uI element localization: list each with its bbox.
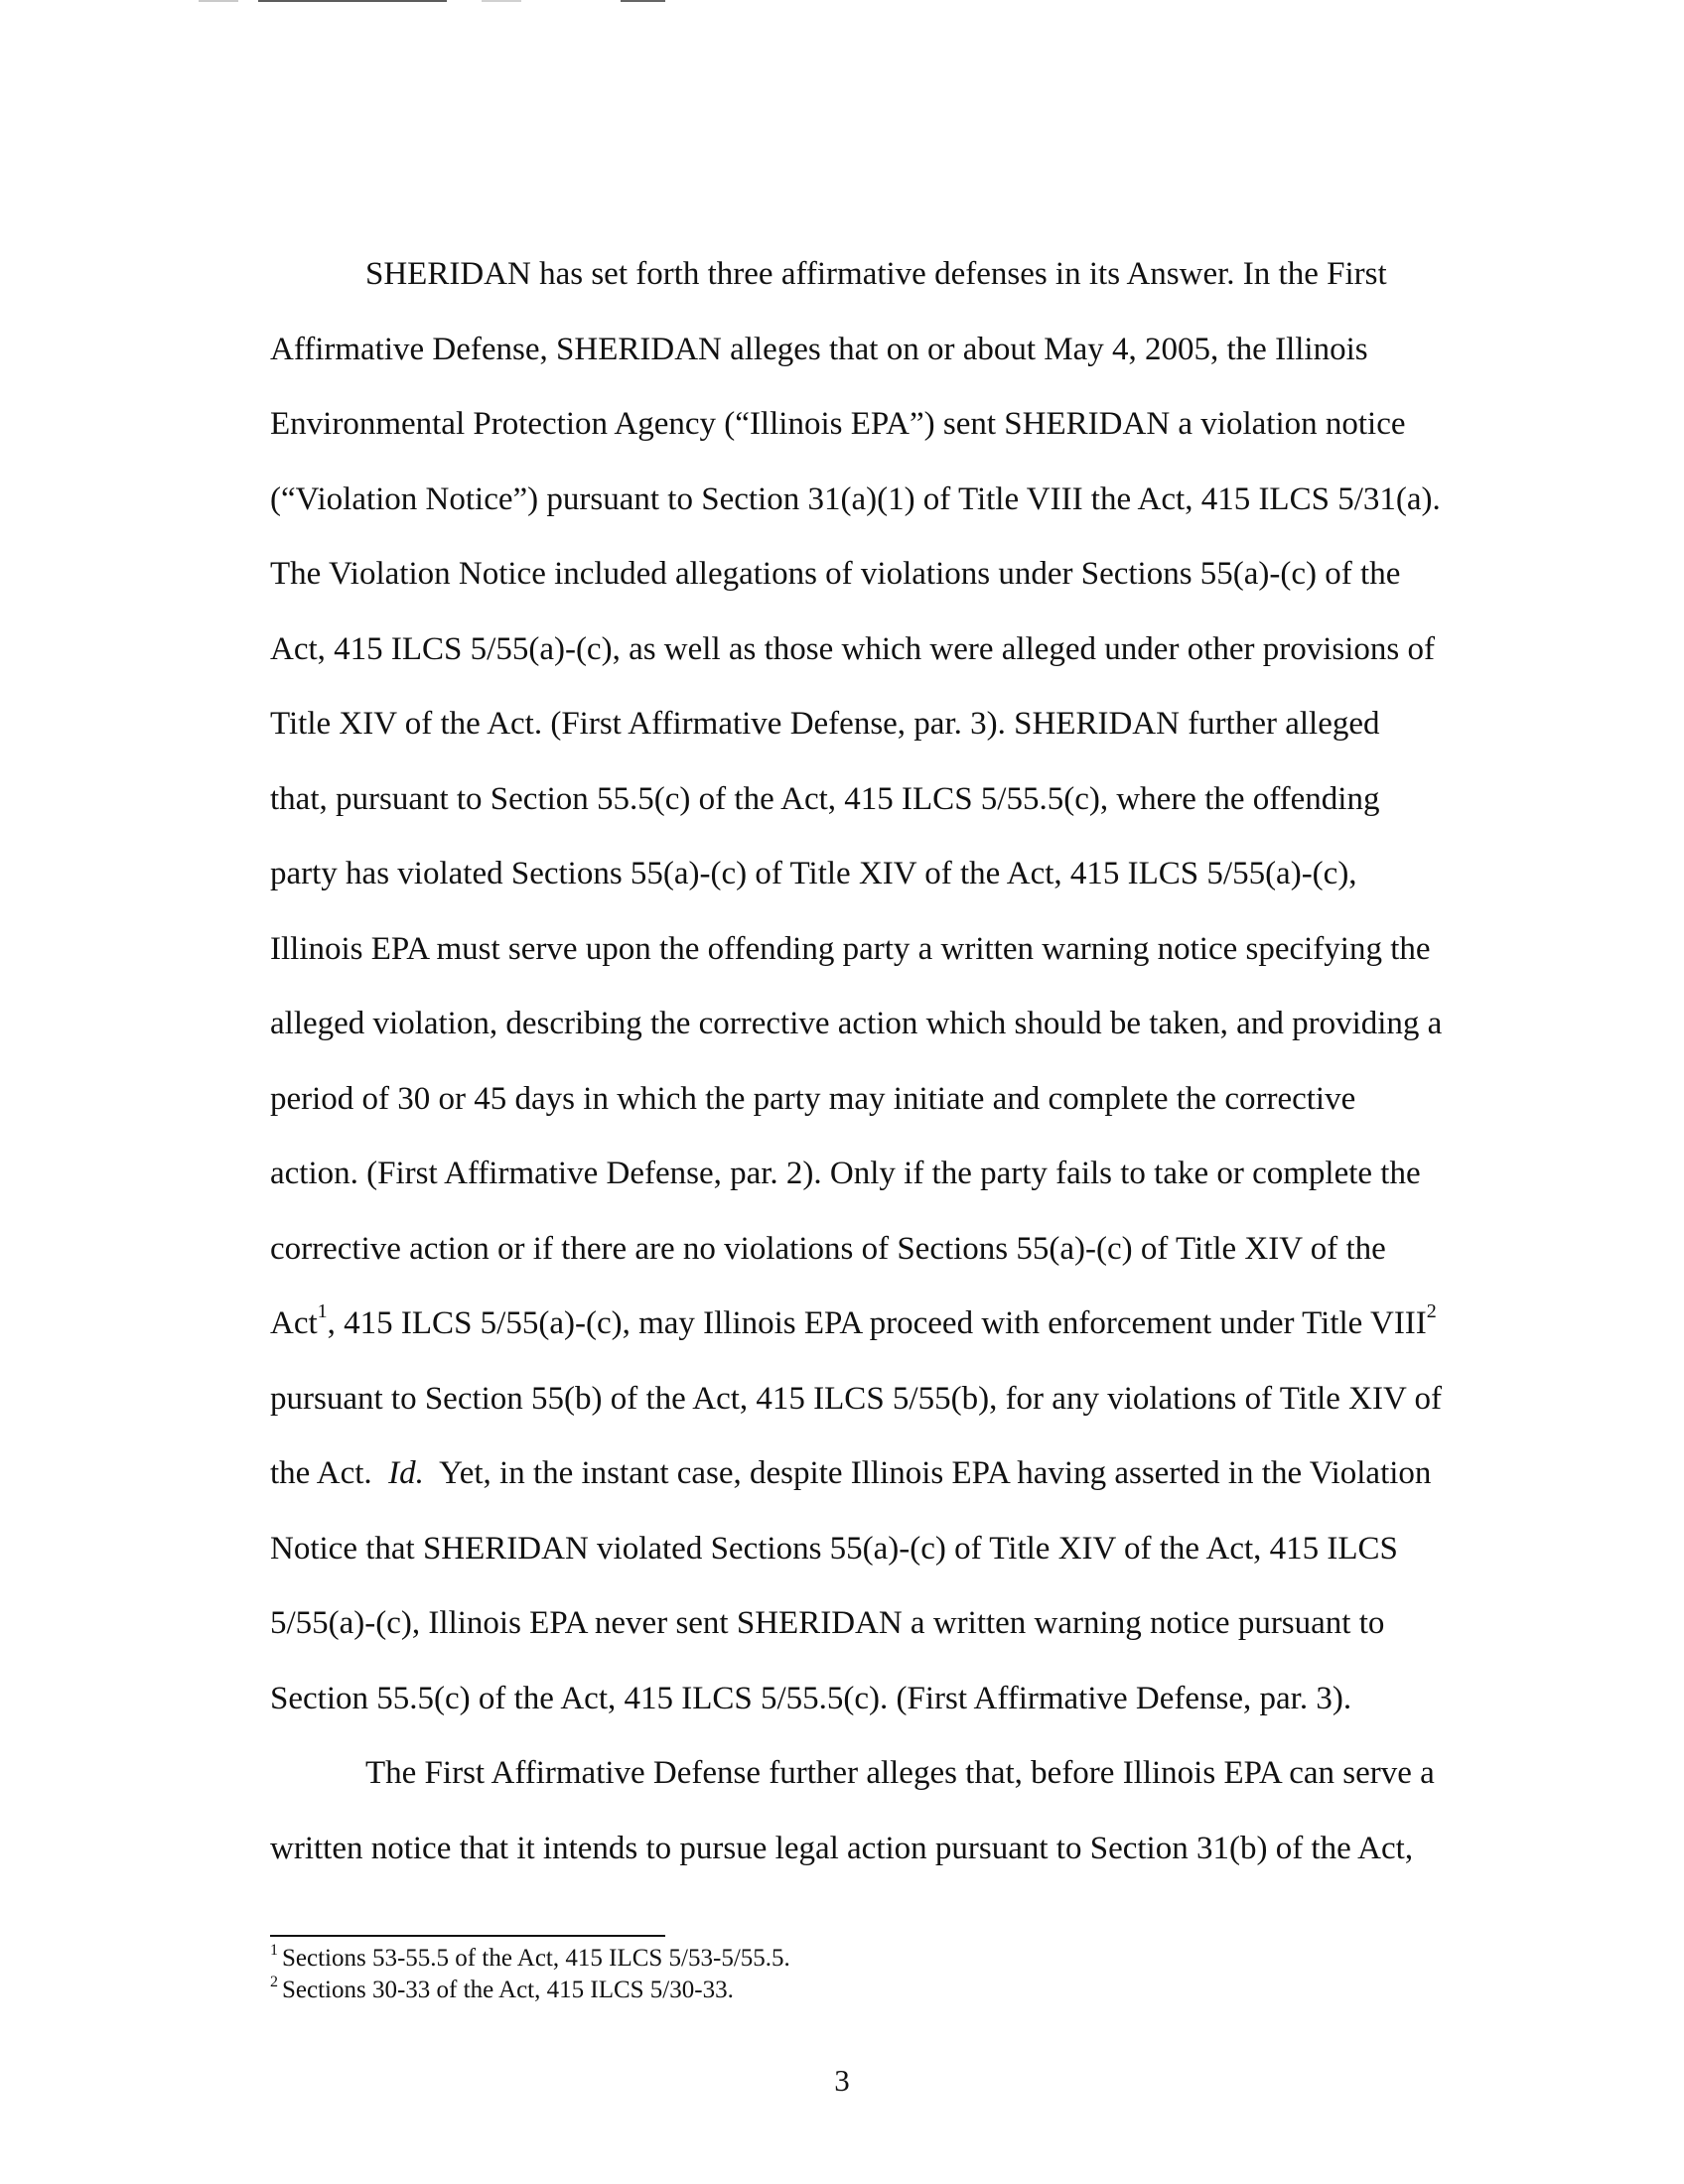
text-line: pursuant to Section 55(b) of the Act, 415 ILCS 5/55(b), for any violations of Title XIV of	[270, 1380, 1442, 1417]
text-line: The First Affirmative Defense further alleges that, before Illinois EPA can serve a	[365, 1755, 1435, 1791]
text-line: Act, 415 ILCS 5/55(a)-(c), as well as those which were alleged under other provisions of	[270, 630, 1435, 667]
text-segment: the Act.	[270, 1455, 389, 1491]
text-line: party has violated Sections 55(a)-(c) of Title XIV of the Act, 415 ILCS 5/55(a)-(c),	[270, 856, 1357, 891]
text-line: (“Violation Notice”) pursuant to Section 31(a)(1) of Title VIII the Act, 415 ILCS 5/31(a).	[270, 480, 1441, 517]
text-line: Affirmative Defense, SHERIDAN alleges that on or about May 4, 2005, the Illinois	[270, 331, 1368, 367]
footnote-mark: 2	[270, 1973, 278, 1990]
footnote-1	[270, 1943, 1462, 1975]
text-line: Section 55.5(c) of the Act, 415 ILCS 5/55.5(c). (First Affirmative Defense, par. 3).	[270, 1680, 1352, 1716]
text-line: Illinois EPA must serve upon the offending party a written warning notice specifying the	[270, 930, 1431, 967]
citation-id: Id.	[388, 1455, 424, 1491]
text-line: Environmental Protection Agency (“Illinois EPA”) sent SHERIDAN a violation notice	[270, 406, 1406, 442]
footnote-ref: 1	[317, 1300, 328, 1322]
text-line: period of 30 or 45 days in which the party may initiate and complete the corrective	[270, 1080, 1356, 1117]
text-line	[270, 1436, 1462, 1512]
footnote-ref: 2	[1426, 1300, 1437, 1322]
paragraph-1	[270, 237, 1462, 1736]
footnote-mark: 1	[270, 1941, 278, 1959]
text-segment: Yet, in the instant case, despite Illinois EPA having asserted in the Violation	[423, 1455, 1432, 1491]
text-segment: , 415 ILCS 5/55(a)-(c), may Illinois EPA proceed with enforcement under Title VIII	[327, 1305, 1427, 1341]
paragraph-2	[270, 1736, 1462, 1886]
text-segment: Act	[270, 1305, 318, 1341]
body-text	[270, 237, 1462, 1886]
footnote-divider	[270, 1935, 665, 1937]
text-line: The Violation Notice included allegations of violations under Sections 55(a)-(c) of the	[270, 556, 1401, 592]
text-line: action. (First Affirmative Defense, par. 2). Only if the party fails to take or complete the	[270, 1156, 1421, 1191]
footnote-text: Sections 53-55.5 of the Act, 415 ILCS 5/53-5/55.5.	[282, 1945, 790, 1972]
footnotes	[270, 1943, 1462, 2006]
text-line: alleged violation, describing the corrective action which should be taken, and providing a	[270, 1006, 1443, 1041]
footnote-text: Sections 30-33 of the Act, 415 ILCS 5/30-33.	[282, 1977, 734, 2003]
footnote-2	[270, 1975, 1462, 2006]
scan-artifact	[621, 0, 665, 2]
text-line	[270, 1287, 1462, 1362]
text-line: that, pursuant to Section 55.5(c) of the Act, 415 ILCS 5/55.5(c), where the offending	[270, 780, 1380, 817]
scan-artifact	[482, 0, 521, 2]
text-line: written notice that it intends to pursue legal action pursuant to Section 31(b) of the Act,	[270, 1830, 1414, 1866]
scan-artifact	[258, 0, 447, 2]
text-line: Title XIV of the Act. (First Affirmative Defense, par. 3). SHERIDAN further alleged	[270, 706, 1380, 742]
scan-artifact	[199, 0, 238, 2]
text-line: Notice that SHERIDAN violated Sections 55(a)-(c) of Title XIV of the Act, 415 ILCS	[270, 1530, 1398, 1567]
text-line: 5/55(a)-(c), Illinois EPA never sent SHERIDAN a written warning notice pursuant to	[270, 1605, 1385, 1641]
text-line: SHERIDAN has set forth three affirmative defenses in its Answer. In the First	[365, 256, 1387, 292]
page-number: 3	[834, 2063, 850, 2098]
text-line: corrective action or if there are no violations of Sections 55(a)-(c) of Title XIV of the	[270, 1230, 1386, 1267]
